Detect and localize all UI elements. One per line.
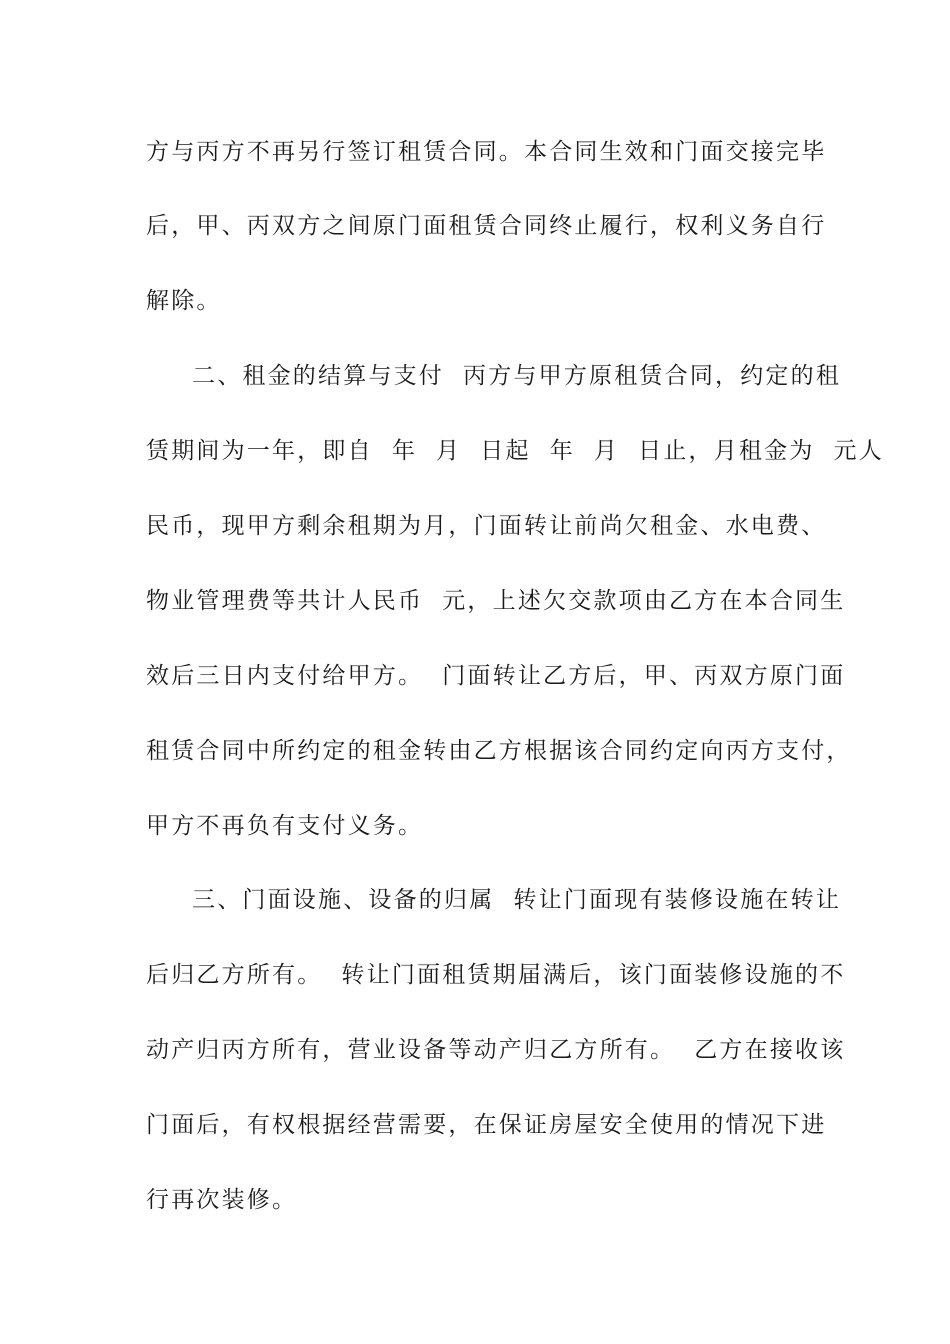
text-line-14: 门面后，有权根据经营需要，在保证房屋安全使用的情况下进 bbox=[146, 1112, 827, 1138]
text-line-15: 行再次装修。 bbox=[146, 1187, 298, 1213]
text-line-7: 物业管理费等共计人民币 元，上述欠交款项由乙方在本合同生 bbox=[146, 588, 846, 614]
text-line-6: 民币，现甲方剩余租期为月，门面转让前尚欠租金、水电费、 bbox=[146, 513, 827, 539]
text-line-12: 后归乙方所有。 转让门面租赁期届满后，该门面装修设施的不 bbox=[146, 962, 846, 988]
text-line-9: 租赁合同中所约定的租金转由乙方根据该合同约定向丙方支付， bbox=[146, 738, 852, 764]
section-2-heading-line: 二、租金的结算与支付 丙方与甲方原租赁合同，约定的租 bbox=[192, 363, 842, 389]
section-3-heading-line: 三、门面设施、设备的归属 转让门面现有装修设施在转让 bbox=[192, 887, 842, 913]
text-line-3: 解除。 bbox=[146, 288, 222, 314]
text-line-2: 后，甲、丙双方之间原门面租赁合同终止履行，权利义务自行 bbox=[146, 213, 827, 239]
text-line-1: 方与丙方不再另行签订租赁合同。本合同生效和门面交接完毕 bbox=[146, 139, 827, 165]
text-line-10: 甲方不再负有支付义务。 bbox=[146, 813, 424, 839]
text-line-8: 效后三日内支付给甲方。 门面转让乙方后，甲、丙双方原门面 bbox=[146, 663, 846, 689]
text-line-5: 赁期间为一年，即自 年 月 日起 年 月 日止，月租金为 元人 bbox=[146, 438, 884, 464]
text-line-13: 动产归丙方所有，营业设备等动产归乙方所有。 乙方在接收该 bbox=[146, 1037, 846, 1063]
